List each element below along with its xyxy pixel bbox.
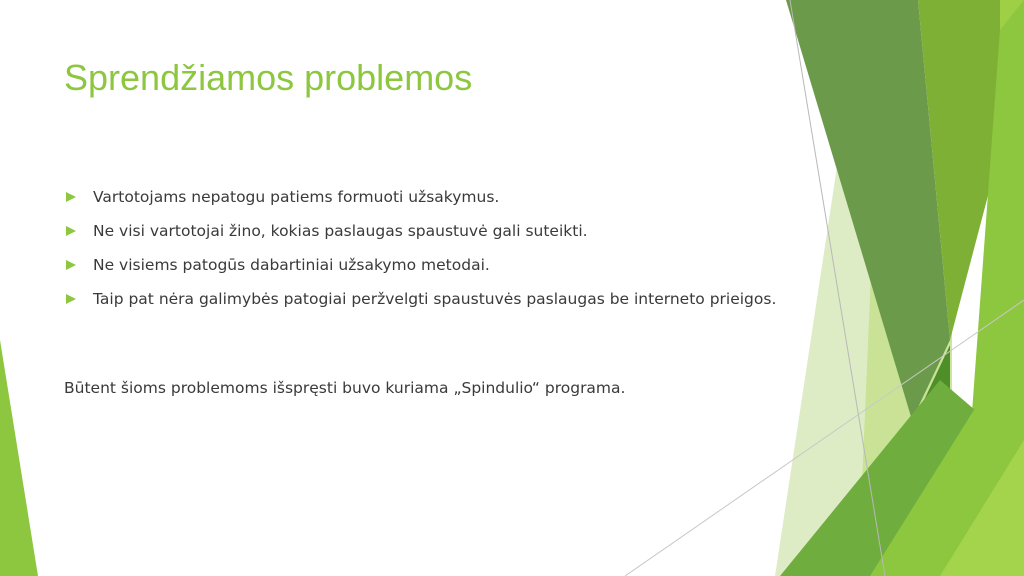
bullet-item: [64, 220, 784, 243]
bullet-item: [64, 288, 784, 311]
slide-title: Sprendžiamos problemos: [64, 57, 473, 98]
bullet-item: [64, 186, 784, 209]
bullet-list: [64, 186, 784, 322]
left-green-sliver: [0, 340, 38, 576]
closing-statement: Būtent šioms problemoms išspręsti buvo kuriama „Spindulio“ programa.: [64, 379, 626, 397]
bullet-text: Ne visi vartotojai žino, kokias paslaugas spaustuvė gali suteikti.: [93, 222, 588, 240]
triangle-right-icon: [66, 260, 76, 270]
bullet-item: [64, 254, 784, 277]
triangle-right-icon: [66, 294, 76, 304]
bullet-text: Vartotojams nepatogu patiems formuoti užsakymus.: [93, 188, 500, 206]
bullet-text: Taip pat nėra galimybės patogiai peržvelgti spaustuvės paslaugas be interneto prieigos.: [93, 290, 777, 308]
bullet-text: Ne visiems patogūs dabartiniai užsakymo metodai.: [93, 256, 490, 274]
triangle-right-icon: [66, 192, 76, 202]
triangle-right-icon: [66, 226, 76, 236]
